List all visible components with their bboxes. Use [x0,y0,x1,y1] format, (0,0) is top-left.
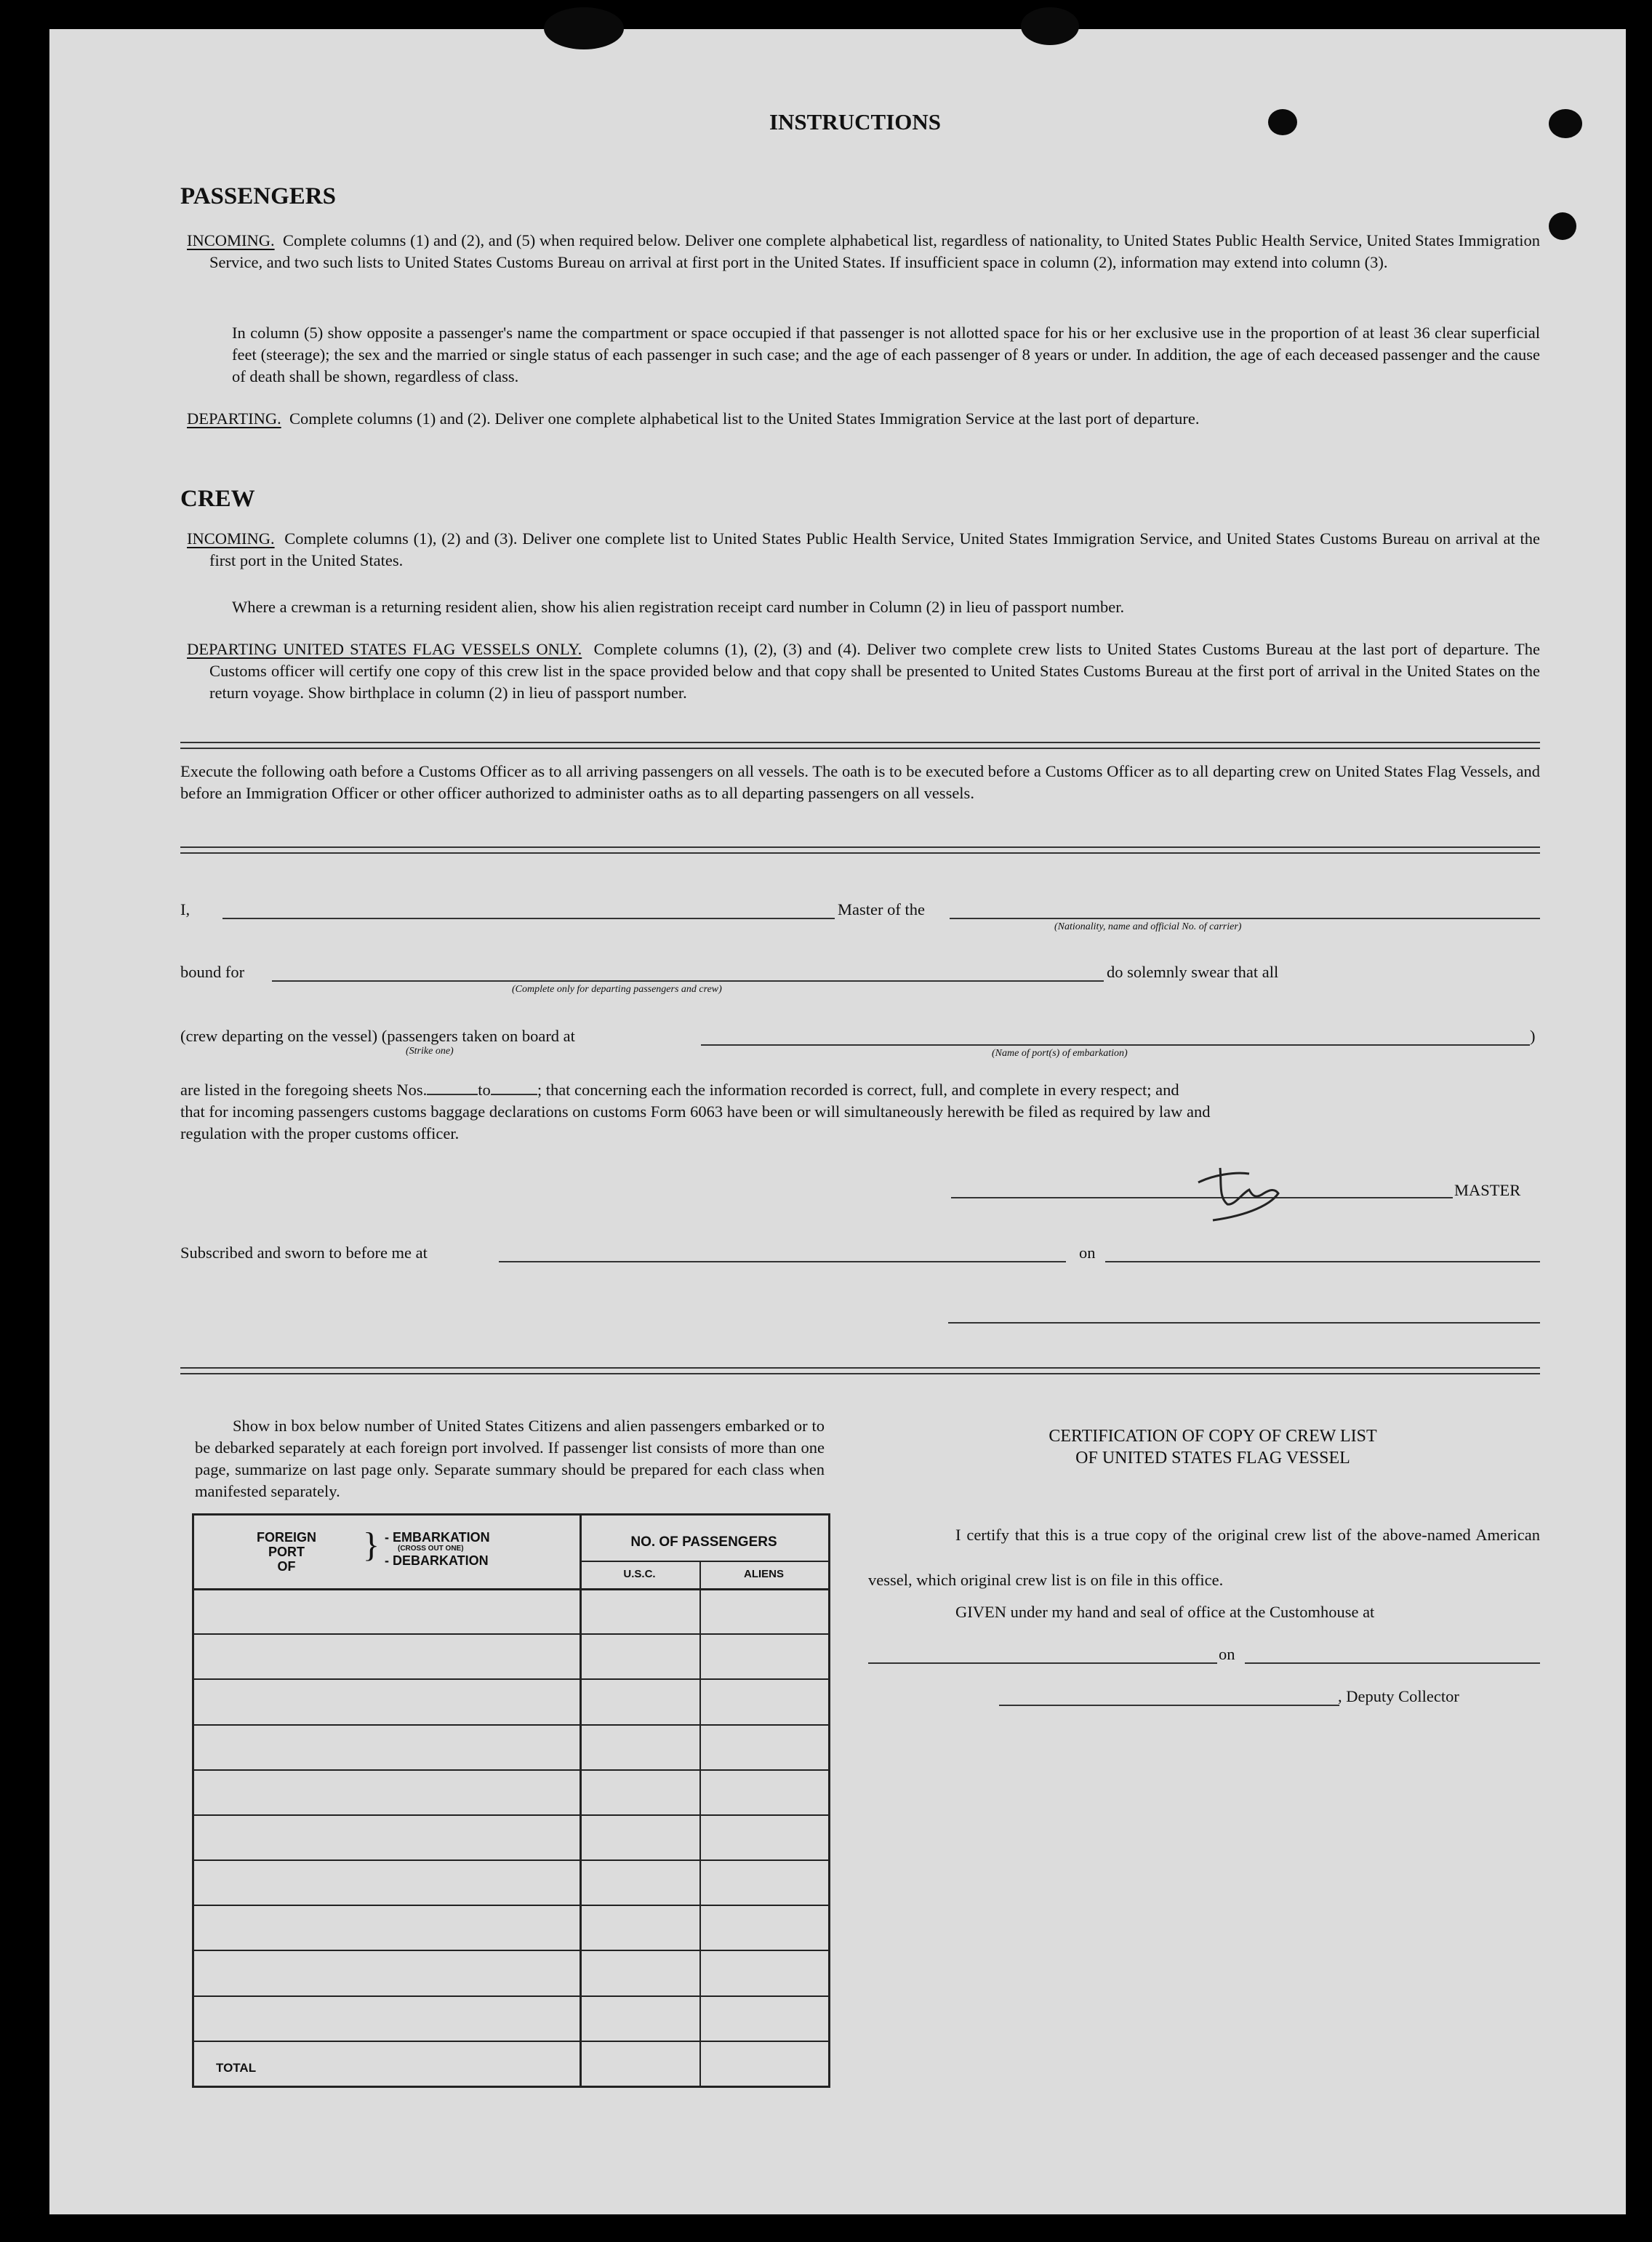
sworn-on-label: on [1079,1244,1096,1262]
column-divider [699,1562,701,2086]
passengers-heading: PASSENGERS [180,183,336,209]
divider [180,846,1540,854]
table-row[interactable] [194,1859,828,1861]
listed-text-3: that for incoming passengers customs baggage declarations on customs Form 6063 have been or will simultaneously herewith be filed as required by law and [180,1102,1211,1121]
officer-signature-line[interactable] [948,1322,1540,1324]
carrier-field[interactable] [950,918,1540,919]
passengers-departing-text: Complete columns (1) and (2). Deliver one complete alphabetical list to the United States Immigration Service at the last port of departure. [289,409,1200,428]
crew-incoming-label: INCOMING. [187,529,275,548]
cert-on-label: on [1219,1645,1235,1663]
table-row[interactable] [194,1633,828,1635]
torn-edge [544,7,624,49]
ports-caption: (Name of port(s) of embarkation) [992,1048,1128,1059]
subscribed-label: Subscribed and sworn to before me at [180,1244,428,1262]
oath-i-label: I, [180,900,191,918]
sworn-date-field[interactable] [1105,1261,1540,1262]
foreign-port-header [242,1530,331,1574]
foreign-label: FOREIGN [256,1530,316,1545]
crew-departing-line: (crew departing on the vessel) (passengers taken on board at [180,1027,575,1045]
master-signature [1184,1153,1315,1226]
given-text: GIVEN under my hand and seal of office at the Customhouse at [955,1603,1375,1621]
listed-text-4: regulation with the proper customs officer. [180,1124,460,1142]
torn-edge [1021,7,1079,45]
total-label: TOTAL [216,2061,257,2075]
embarkation-label: - EMBARKATION [385,1530,490,1545]
master-of-label: Master of the [835,899,928,921]
passengers-incoming-paragraph [187,230,1540,273]
listed-text-2: ; that concerning each the information recorded is correct, full, and complete in every respect; and [537,1081,1179,1099]
passengers-column5-text: In column (5) show opposite a passenger's name the compartment or space occupied if that passenger is not allotted space for his or her exclusive use in the proportion of at least 36 clear superficial feet (steerage); the sex and the married or single status of each passenger in such case; and the age of each passenger of 8 years or under. In addition, the age of each deceased passenger and the cause of death shall be shown, regardless of class. [232,324,1540,385]
passengers-departing-paragraph [187,408,1540,430]
page-title: INSTRUCTIONS [769,109,941,135]
punch-hole [1549,212,1576,240]
customhouse-field[interactable] [868,1662,1217,1664]
crew-resident-text: Where a crewman is a returning resident alien, show his alien registration receipt card number in Column (2) in lieu of passport number. [232,598,1125,616]
cert-date-field[interactable] [1245,1662,1540,1664]
bound-for-field[interactable] [272,980,1152,982]
deputy-collector-label: , Deputy Collector [1338,1687,1459,1705]
crew-incoming-text: Complete columns (1), (2) and (3). Deliver one complete list to United States Public Health Service, United States Immigration Service, and United States Customs Bureau on arrival at the first port in the United States. [209,529,1541,569]
listed-line-1 [180,1079,1540,1101]
bound-for-caption: (Complete only for departing passengers and crew) [512,984,722,995]
master-label: MASTER [1454,1181,1521,1199]
table-row[interactable] [194,1724,828,1726]
table-row[interactable] [194,1995,828,1997]
certification-title-2: OF UNITED STATES FLAG VESSEL [1075,1449,1350,1468]
listed-text-1: are listed in the foregoing sheets Nos. [180,1081,428,1099]
header-divider [580,1561,828,1562]
listed-to: to [478,1081,491,1099]
divider [180,1367,1540,1374]
strike-one-caption: (Strike one) [406,1046,454,1057]
table-row[interactable] [194,1905,828,1906]
certify-text: I certify that this is a true copy of the original crew list of the above-named American vessel, which original crew list is on file in this office. [868,1526,1540,1589]
passengers-incoming-label: INCOMING. [187,231,275,249]
passengers-incoming-text: Complete columns (1) and (2), and (5) when required below. Deliver one complete alphabetical list, regardless of nationality, to United States Public Health Service, United States Immigration Service, and two such lists to United States Customs Bureau on arrival at first port in the United States. If insufficient space in column (2), information may extend into column (3). [209,231,1540,271]
port-label: PORT [268,1545,305,1559]
crew-heading: CREW [180,486,255,512]
embarkation-header [385,1530,490,1568]
column-divider [580,1516,582,2086]
deputy-signature-line[interactable] [999,1705,1339,1706]
divider [180,742,1540,749]
document-page [49,29,1626,2214]
crew-departing-paragraph [187,638,1540,704]
certification-title-1: CERTIFICATION OF COPY OF CREW LIST [1048,1427,1377,1446]
header-divider [194,1588,828,1590]
swear-text: do solemnly swear that all [1104,961,1281,983]
sheet-from-field[interactable] [427,1094,478,1095]
cross-out-label: (CROSS OUT ONE) [398,1545,464,1553]
embarkation-ports-field[interactable] [701,1044,1530,1046]
table-row[interactable] [194,1950,828,1951]
oath-intro: Execute the following oath before a Customs Officer as to all arriving passengers on all vessels. The oath is to be executed before a Customs Officer as to all departing crew on United States Flag Vessels, and before an Immigration Officer or other officer authorized to administer oaths as to all departing passengers on all vessels. [180,762,1540,802]
table-row[interactable] [194,1769,828,1771]
crew-departing-text: Complete columns (1), (2), (3) and (4). Deliver two complete crew lists to United States Customs Bureau at the last port of departure. The Customs officer will certify one copy of this crew list in the space provided below and that copy shall be presented to United States Customs Bureau at the first port of arrival in the United States on the return voyage. Show birthplace in column (2) in lieu of passport number. [209,640,1540,702]
table-row[interactable] [194,1678,828,1680]
of-label: OF [277,1559,296,1574]
table-row[interactable] [194,2041,828,2042]
aliens-header: ALIENS [743,1568,784,1580]
carrier-caption: (Nationality, name and official No. of carrier) [1054,921,1242,932]
sworn-place-field[interactable] [499,1261,1066,1262]
crew-incoming-paragraph [187,528,1541,572]
brace-icon: } [363,1526,380,1564]
debarkation-label: - DEBARKATION [385,1553,489,1568]
passengers-departing-label: DEPARTING. [187,409,281,428]
table-row[interactable] [194,1814,828,1816]
no-passengers-header: NO. OF PASSENGERS [630,1534,777,1550]
bound-for-label: bound for [180,963,245,981]
sheet-to-field[interactable] [491,1094,537,1095]
usc-header: U.S.C. [623,1568,656,1580]
master-name-field[interactable] [222,918,884,919]
punch-hole [1549,109,1582,138]
punch-hole [1268,109,1297,135]
close-paren: ) [1530,1027,1536,1045]
summary-note: Show in box below number of United States Citizens and alien passengers embarked or to be debarked separately at each foreign port involved. If passenger list consists of more than one page, summarize on last page only. Separate summary should be prepared for each class when manifested separately. [195,1417,825,1500]
crew-departing-label: DEPARTING UNITED STATES FLAG VESSELS ONLY. [187,640,582,658]
passenger-summary-table [192,1513,830,2088]
